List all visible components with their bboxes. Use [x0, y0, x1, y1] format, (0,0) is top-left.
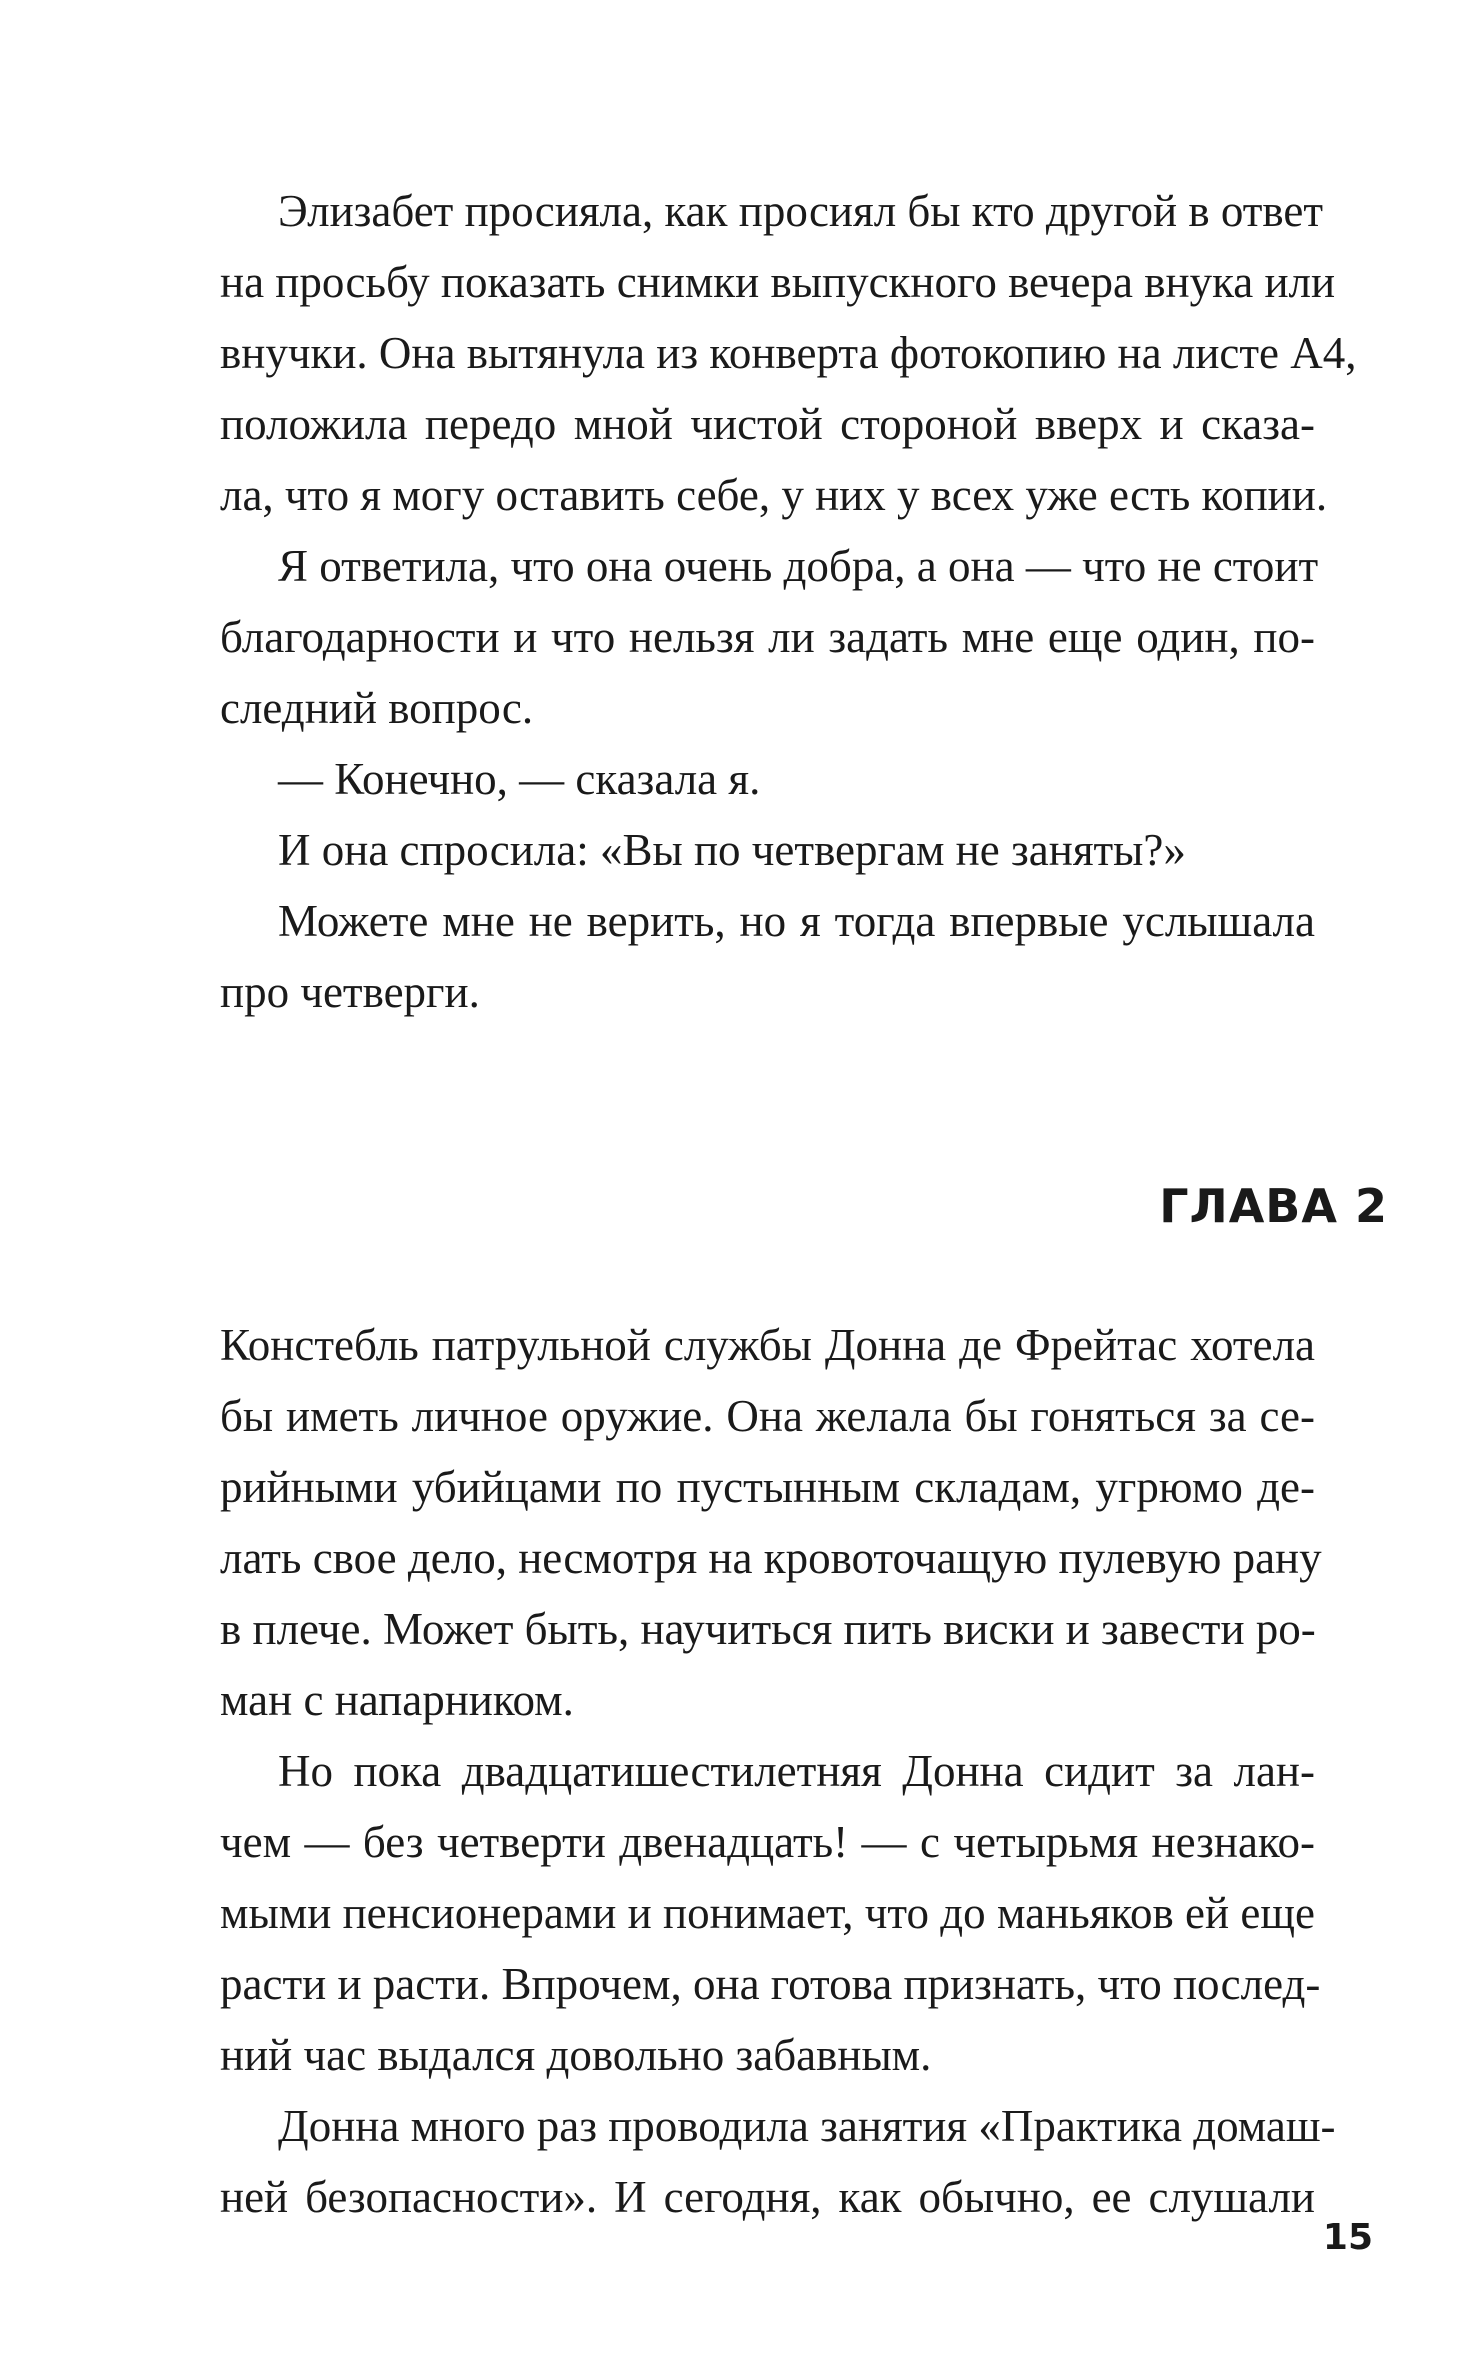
- text-section-2: [220, 1310, 1336, 2233]
- text-line: Можете мне не верить, но я тогда впервые услышала: [278, 896, 1315, 946]
- text-line: бы иметь личное оружие. Она желала бы гоняться за се-: [220, 1391, 1315, 1441]
- text-line: чем — без четверти двенадцать! — с четырьмя незнако-: [220, 1817, 1315, 1867]
- text-section-1: [220, 176, 1357, 1028]
- text-line: рийными убийцами по пустынным складам, угрюмо де-: [220, 1462, 1315, 1512]
- text-line: Донна много раз проводила занятия «Практика домаш-: [278, 2101, 1336, 2151]
- text-line: лать свое дело, несмотря на кровоточащую пулевую рану: [220, 1533, 1322, 1583]
- text-line: внучки. Она вытянула из конверта фотокопию на листе А4,: [220, 328, 1357, 378]
- page-number: 15: [1322, 2217, 1373, 2258]
- text-line: расти и расти. Впрочем, она готова признать, что послед-: [220, 1959, 1321, 2009]
- text-line: мыми пенсионерами и понимает, что до маньяков ей еще: [220, 1888, 1315, 1938]
- text-line: — Конечно, — сказала я.: [278, 754, 761, 804]
- text-line: благодарности и что нельзя ли задать мне еще один, по-: [220, 612, 1315, 662]
- text-line: Элизабет просияла, как просиял бы кто другой в ответ: [278, 186, 1324, 236]
- chapter-heading: ГЛАВА 2: [1159, 1179, 1388, 1233]
- text-line: на просьбу показать снимки выпускного вечера внука или: [220, 257, 1336, 307]
- text-line: Я ответила, что она очень добра, а она — что не стоит: [278, 541, 1319, 591]
- text-line: Констебль патрульной службы Донна де Фрейтас хотела: [220, 1320, 1315, 1370]
- text-line: в плече. Может быть, научиться пить виски и завести ро-: [220, 1604, 1316, 1654]
- text-line: ней безопасности». И сегодня, как обычно, ее слушали: [220, 2172, 1315, 2222]
- text-line: ман с напарником.: [220, 1675, 574, 1725]
- text-line: ла, что я могу оставить себе, у них у всех уже есть копии.: [220, 470, 1328, 520]
- text-line: положила передо мной чистой стороной вверх и сказа-: [220, 399, 1315, 449]
- text-line: следний вопрос.: [220, 683, 534, 733]
- text-line: И она спросила: «Вы по четвергам не заняты?»: [278, 825, 1186, 875]
- text-line: ний час выдался довольно забавным.: [220, 2030, 932, 2080]
- text-line: Но пока двадцатишестилетняя Донна сидит за лан-: [278, 1746, 1315, 1796]
- text-line: про четверги.: [220, 967, 480, 1017]
